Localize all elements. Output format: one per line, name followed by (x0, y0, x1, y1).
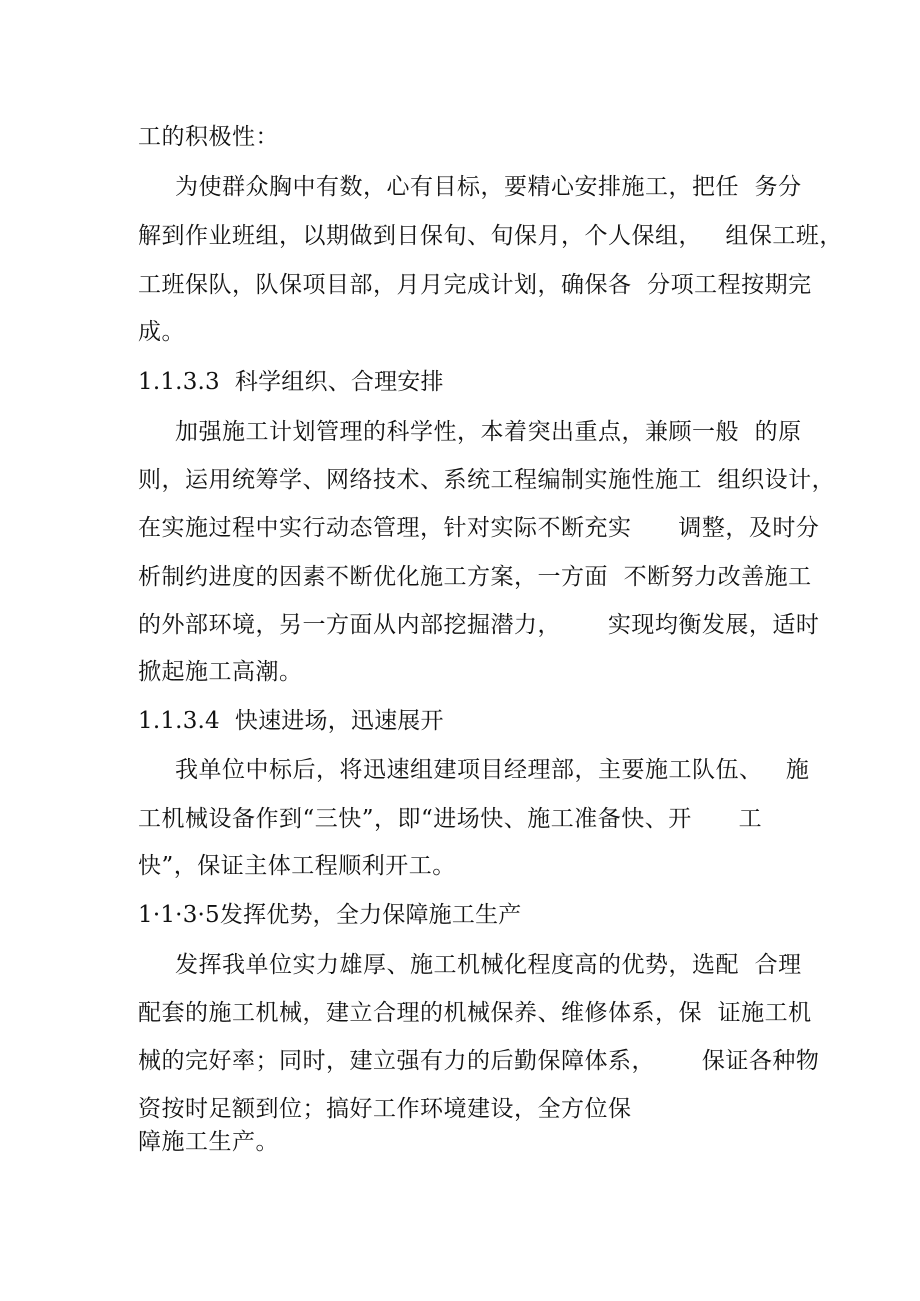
paragraph-line: 发挥我单位实力雄厚、施工机械化程度高的优势，选配 合理 (175, 952, 802, 978)
paragraph-line: 快”，保证主体工程顺利开工。 (138, 853, 456, 879)
paragraph-line: 工机械设备作到“三快”，即“进场快、施工准备快、开 工 (138, 806, 763, 832)
paragraph-line: 械的完好率；同时，建立强有力的后勤保障体系， 保证各种物 (138, 1048, 820, 1074)
section-heading: 1·1·3·5发挥优势，全力保障施工生产 (138, 902, 522, 928)
paragraph-line: 为使群众胸中有数，心有目标，要精心安排施工，把任 务分 (175, 174, 802, 200)
paragraph-line: 加强施工计划管理的科学性，本着突出重点，兼顾一般 的原 (175, 419, 802, 445)
paragraph-line: 配套的施工机械，建立合理的机械保养、维修体系，保 证施工机 (138, 1000, 812, 1026)
paragraph-line: 在实施过程中实行动态管理，针对实际不断充实 调整，及时分 (138, 515, 820, 541)
paragraph-line: 掀起施工高潮。 (138, 659, 303, 685)
section-heading: 1.1.3.3 科学组织、合理安排 (138, 369, 444, 395)
paragraph-line: 资按时足额到位；搞好工作环境建设，全方位保 (138, 1096, 632, 1122)
paragraph-line: 的外部环境，另一方面从内部挖掘潜力， 实现均衡发展，适时 (138, 612, 820, 638)
section-heading: 1.1.3.4 快速进场，迅速展开 (138, 708, 444, 734)
paragraph-line: 工的积极性： (138, 124, 279, 150)
paragraph-line: 我单位中标后，将迅速组建项目经理部，主要施工队伍、 施 (175, 757, 810, 783)
paragraph-line: 成。 (138, 319, 185, 345)
paragraph-line: 则，运用统筹学、网络技术、系统工程编制实施性施工 组织设计， (138, 467, 836, 493)
paragraph-line: 解到作业班组，以期做到日保旬、旬保月，个人保组， 组保工班， (138, 223, 843, 249)
paragraph-line: 析制约进度的因素不断优化施工方案，一方面 不断努力改善施工 (138, 564, 812, 590)
paragraph-line: 障施工生产。 (138, 1129, 279, 1155)
paragraph-line: 工班保队，队保项目部，月月完成计划，确保各 分项工程按期完 (138, 272, 812, 298)
